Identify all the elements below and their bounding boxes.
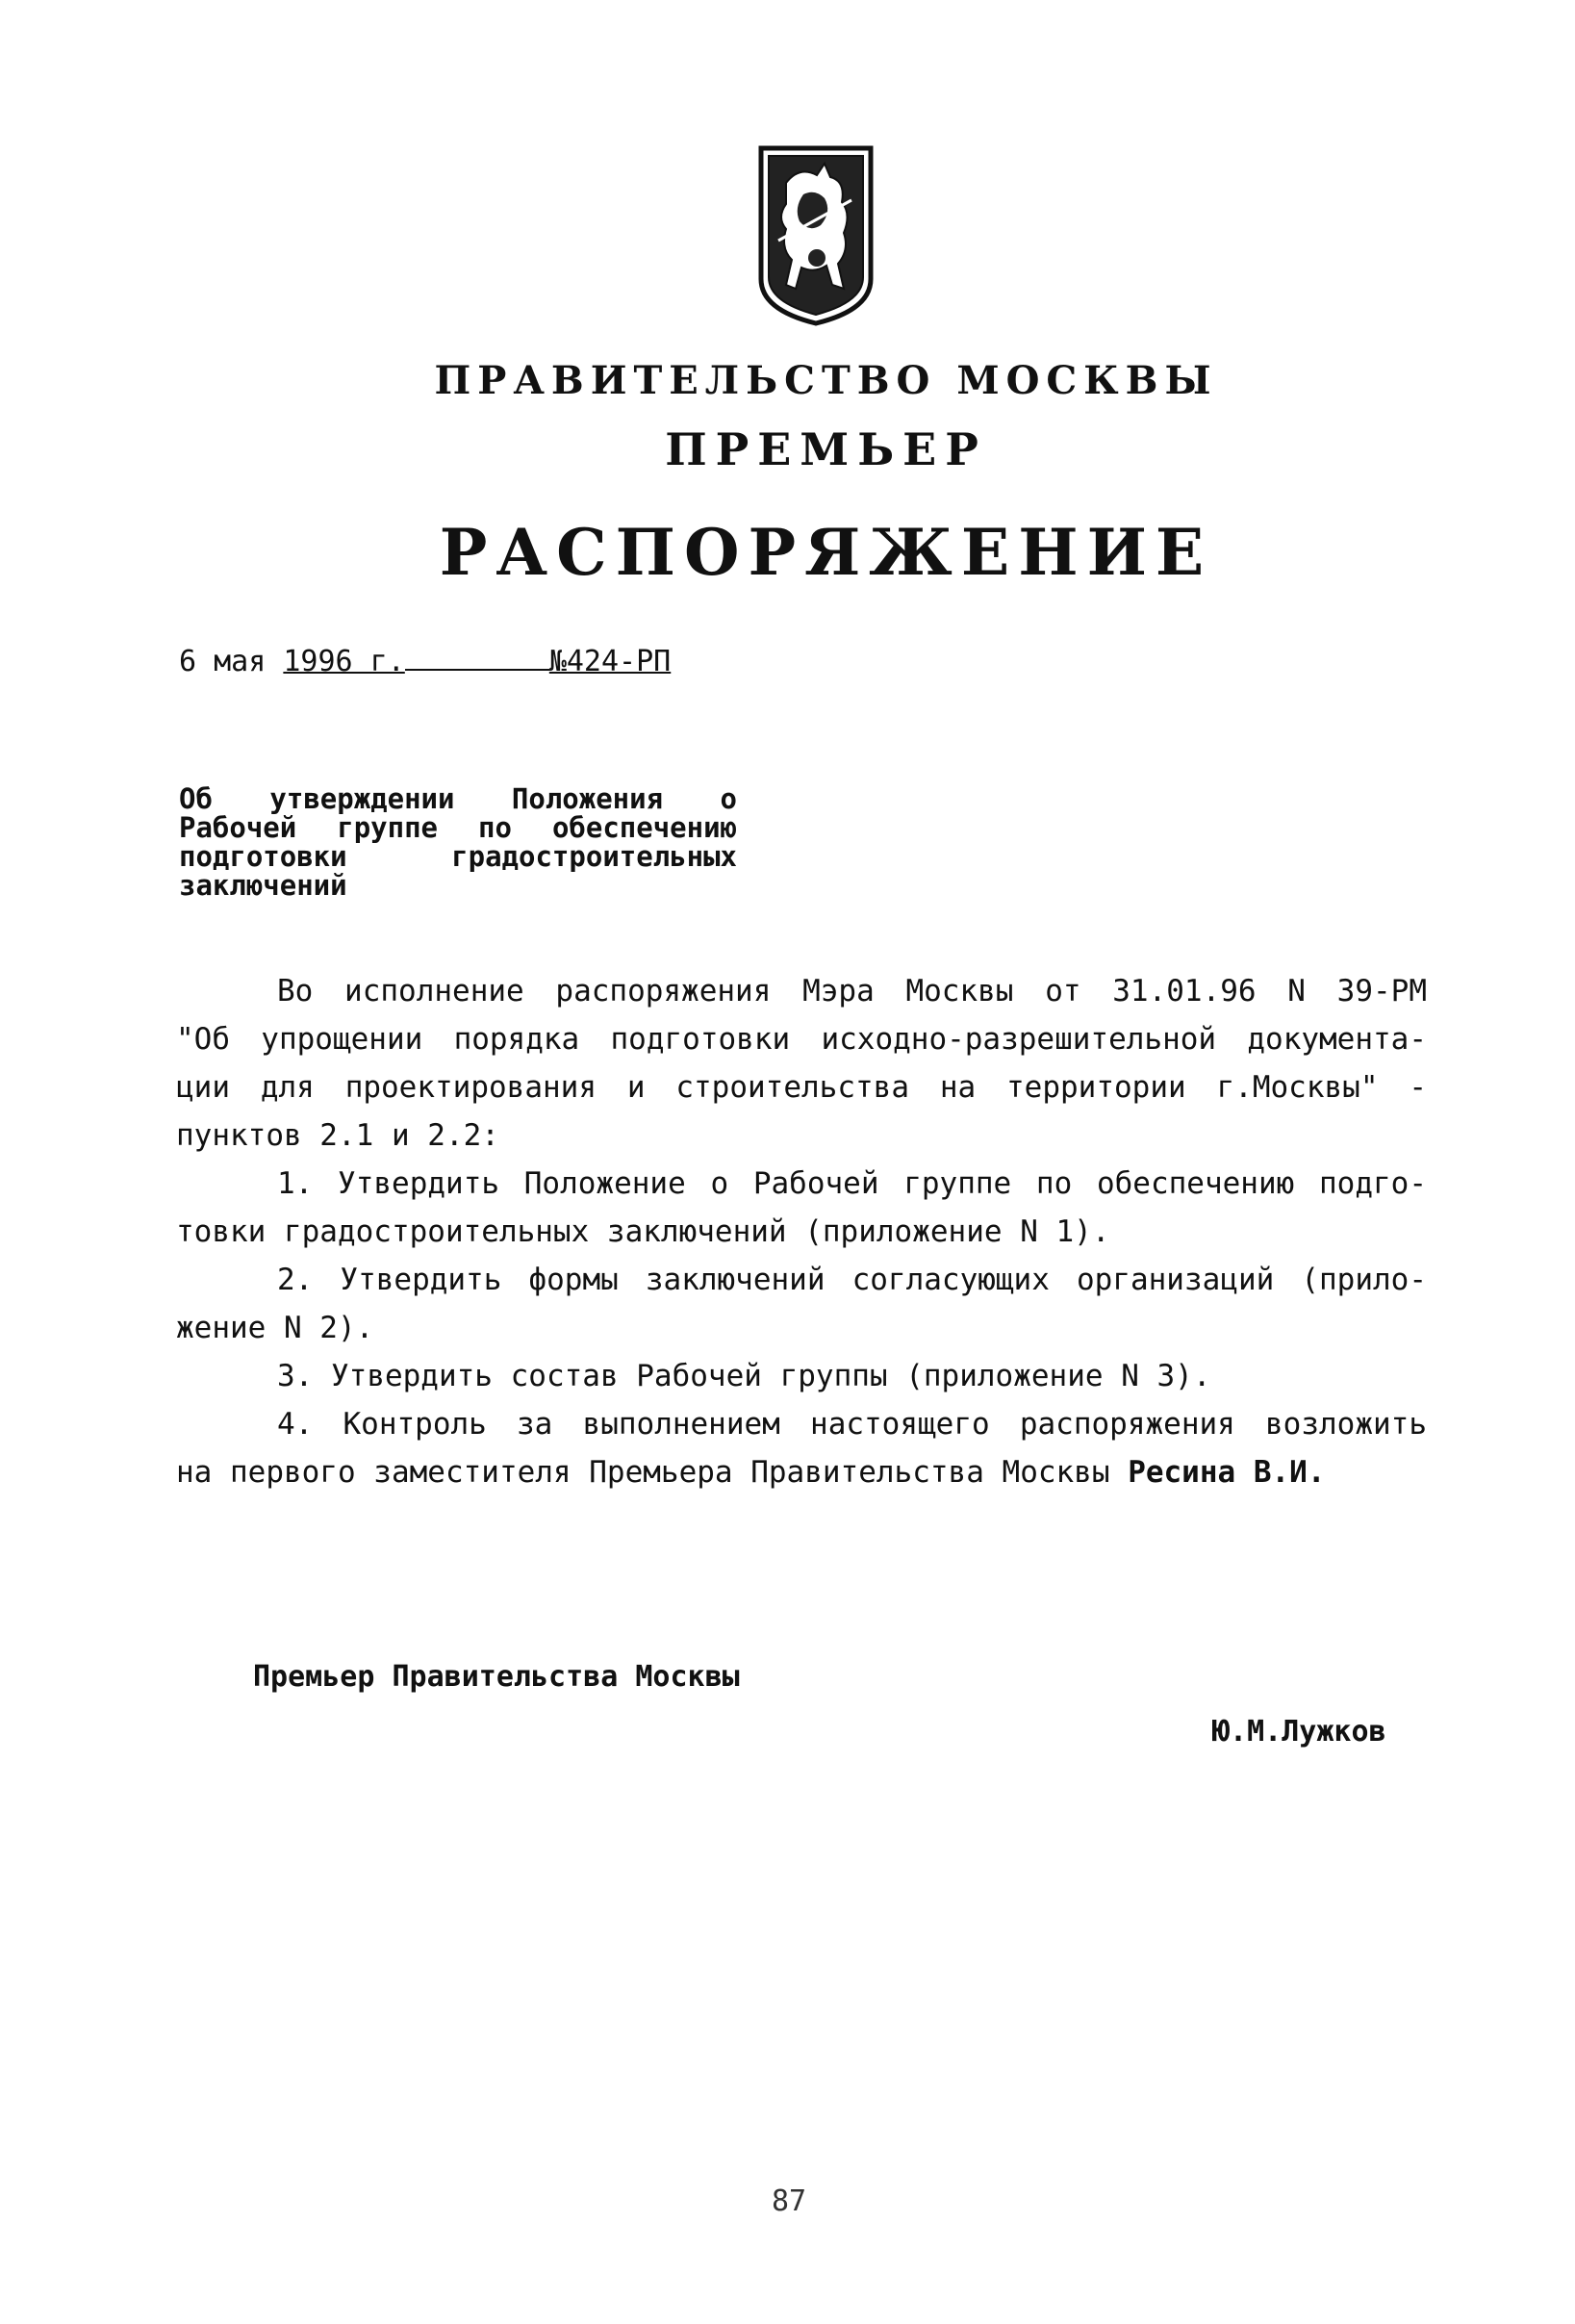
document-body <box>176 967 1427 1496</box>
body-line <box>176 1448 1427 1496</box>
body-line: 1. Утвердить Положение о Рабочей группе по обеспечению подго- <box>277 1166 1427 1201</box>
body-line: пунктов 2.1 и 2.2: <box>176 1118 499 1153</box>
body-line: жение N 2). <box>176 1311 374 1345</box>
body-line: 4. Контроль за выполнением настоящего распоряжения возложить <box>277 1407 1427 1442</box>
subject-line: подготовки градостроительных <box>179 840 737 873</box>
date-underline <box>405 648 549 671</box>
body-line: "Об упрощении порядка подготовки исходно-разрешительной документа- <box>176 1022 1427 1057</box>
body-line-text: на первого заместителя Премьера Правительства Москвы <box>176 1455 1110 1490</box>
subject-line: заключений <box>179 869 347 902</box>
subject-line: Рабочей группе по обеспечению <box>179 811 737 844</box>
document-number: №424-РП <box>548 645 672 678</box>
body-line: 3. Утвердить состав Рабочей группы (приложение N 3). <box>277 1359 1211 1393</box>
document-type-heading: РАСПОРЯЖЕНИЕ <box>439 515 1213 590</box>
body-line: Во исполнение распоряжения Мэра Москвы от 31.01.96 N 39-РМ <box>277 974 1427 1009</box>
body-line: ции для проектирования и строительства на территории г.Москвы" - <box>176 1070 1427 1105</box>
page-number: 87 <box>771 2184 807 2218</box>
body-line: 2. Утвердить формы заключений согласующих организаций (прило- <box>277 1263 1427 1297</box>
document-date: 6 мая <box>179 645 267 678</box>
moscow-coat-of-arms-icon <box>757 144 875 327</box>
date-number-line <box>179 645 671 678</box>
premier-heading: ПРЕМЬЕР <box>665 423 987 475</box>
subject-line: Об утверждении Положения о <box>179 782 737 815</box>
signature-title: Премьер Правительства Москвы <box>253 1660 740 1694</box>
responsible-person: Ресина В.И. <box>1128 1455 1326 1490</box>
document-subject <box>179 784 737 900</box>
signature-name: Ю.М.Лужков <box>1212 1715 1386 1749</box>
document-year: 1996 г. <box>283 645 405 678</box>
government-heading: ПРАВИТЕЛЬСТВО МОСКВЫ <box>434 358 1218 403</box>
body-line: товки градостроительных заключений (приложение N 1). <box>176 1214 1110 1249</box>
